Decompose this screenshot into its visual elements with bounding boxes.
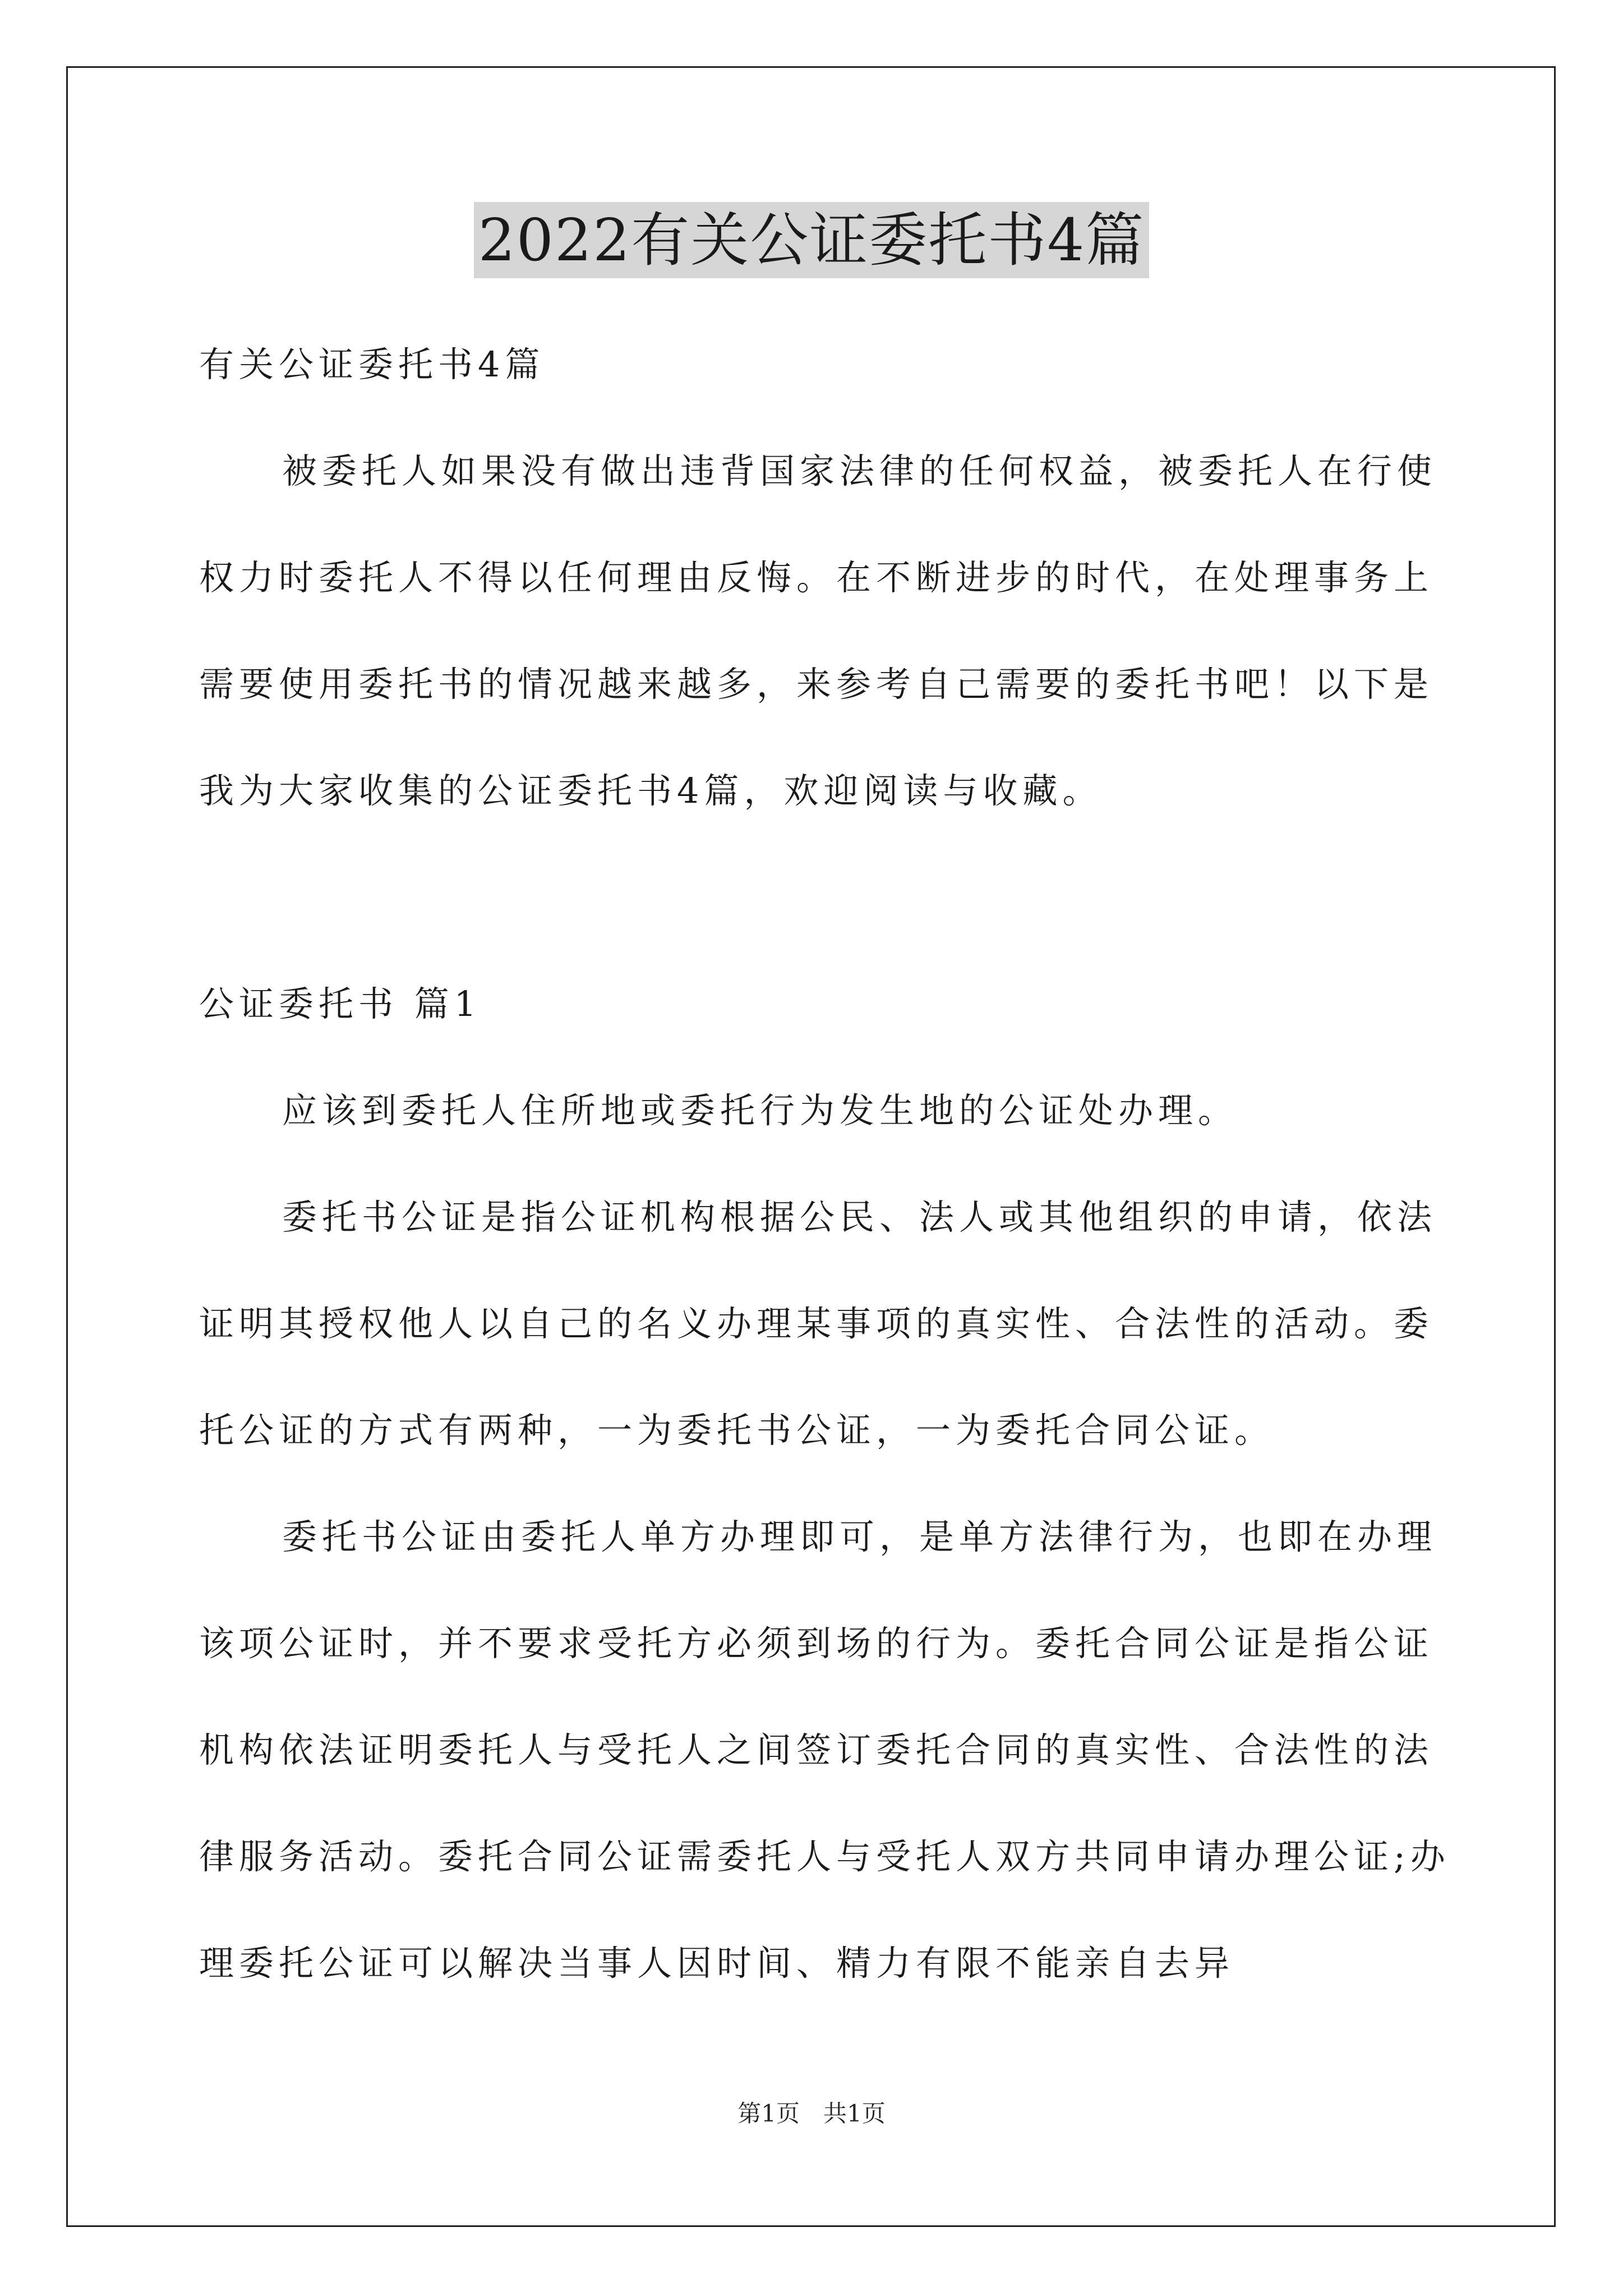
page-footer <box>0 2097 1623 2131</box>
section-heading: 公证委托书 篇1 <box>199 983 482 1024</box>
title-container <box>0 202 1623 278</box>
intro-paragraph: 被委托人如果没有做出违背国家法律的任何权益，被委托人在行使权力时委托人不得以任何理由反悔。在不断进步的时代，在处理事务上需要使用委托书的情况越来越多，来参考自己需要的委托书吧！以下是我为大家收集的公证委托书4篇，欢迎阅读与收藏。 <box>199 450 1437 811</box>
document-title: 2022有关公证委托书4篇 <box>474 202 1150 278</box>
document-body <box>199 311 1455 2017</box>
page-number: 第1页 共1页 <box>737 2100 886 2127</box>
document-subtitle: 有关公证委托书4篇 <box>199 344 545 385</box>
body-paragraph-1: 应该到委托人住所地或委托行为发生地的公证处办理。 <box>282 1090 1238 1131</box>
body-paragraph-2: 委托书公证是指公证机构根据公民、法人或其他组织的申请，依法证明其授权他人以自己的名义办理某事项的真实性、合法性的活动。委托公证的方式有两种，一为委托书公证，一为委托合同公证。 <box>199 1197 1437 1451</box>
body-paragraph-3: 委托书公证由委托人单方办理即可，是单方法律行为，也即在办理该项公证时，并不要求受托方必须到场的行为。委托合同公证是指公证机构依法证明委托人与受托人之间签订委托合同的真实性、合法性的法律服务活动。委托合同公证需委托人与受托人双方共同申请办理公证;办理委托公证可以解决当事人因时间、精力有限不能亲自去异 <box>199 1516 1450 1984</box>
